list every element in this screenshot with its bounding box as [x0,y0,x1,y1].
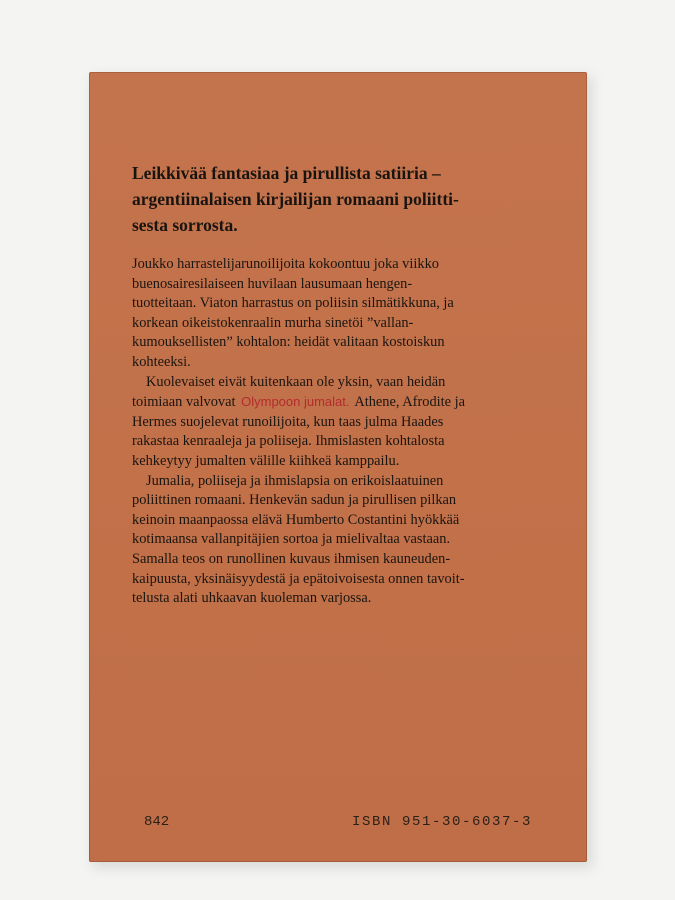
text-line: korkean oikeistokenraalin murha sinetöi ”vallan- [132,314,414,331]
blurb-line: argentiinalaisen kirjailijan romaani poliitti- [132,189,459,209]
text-fragment: toimiaan valvovat [132,394,236,411]
text-line: kotimaansa vallanpitäjien sortoa ja mielivaltaa vastaan. [132,531,451,548]
text-line-with-stamp [132,392,552,413]
text-line: kehkeytyy jumalten välille kiihkeä kamppailu. [132,452,400,469]
blurb-line: sesta sorrosta. [132,215,238,235]
text-line: Jumalia, poliiseja ja ihmislapsia on erikoislaatuinen [146,472,444,489]
isbn-number: ISBN 951-30-6037-3 [352,814,533,830]
text-line: kaipuusta, yksinäisyydestä ja epätoivoisesta onnen tavoit- [132,570,465,587]
text-line: telusta alati uhkaavan kuoleman varjossa. [132,590,372,607]
text-line: keinoin maanpaossa elävä Humberto Costantini hyökkää [132,511,460,528]
text-fragment: Athene, Afrodite ja [354,394,466,411]
text-line: buenosairesilaiseen huvilaan lausumaan hengen- [132,275,413,292]
text-line: rakastaa kenraaleja ja poliiseja. Ihmislasten kohtalosta [132,433,445,450]
text-line: kumouksellisten” kohtalon: heidät valitaan kostoiskun [132,334,445,351]
catalog-number: 842 [144,814,170,830]
paragraph-1 [132,255,552,373]
text-line: tuotteitaan. Viaton harrastus on poliisin silmätikkuna, ja [132,295,454,312]
text-line: Kuolevaiset eivät kuitenkaan ole yksin, vaan heidän [146,373,446,390]
text-line: kohteeksi. [132,353,191,370]
paragraph-2 [132,373,552,472]
paragraph-3 [132,472,552,609]
cover-blurb [132,160,552,238]
text-line: Joukko harrastelijarunoilijoita kokoontuu joka viikko [132,256,439,272]
red-stamp-text: Olympoon jumalat. [241,394,350,410]
blurb-line: Leikkivää fantasiaa ja pirullista satiiria – [132,163,441,183]
description-text [132,255,552,609]
text-line: Hermes suojelevat runoilijoita, kun taas julma Haades [132,413,444,430]
text-line: Samalla teos on runollinen kuvaus ihmisen kauneuden- [132,550,451,567]
text-line: poliittinen romaani. Henkevän sadun ja pirullisen pilkan [132,492,457,509]
